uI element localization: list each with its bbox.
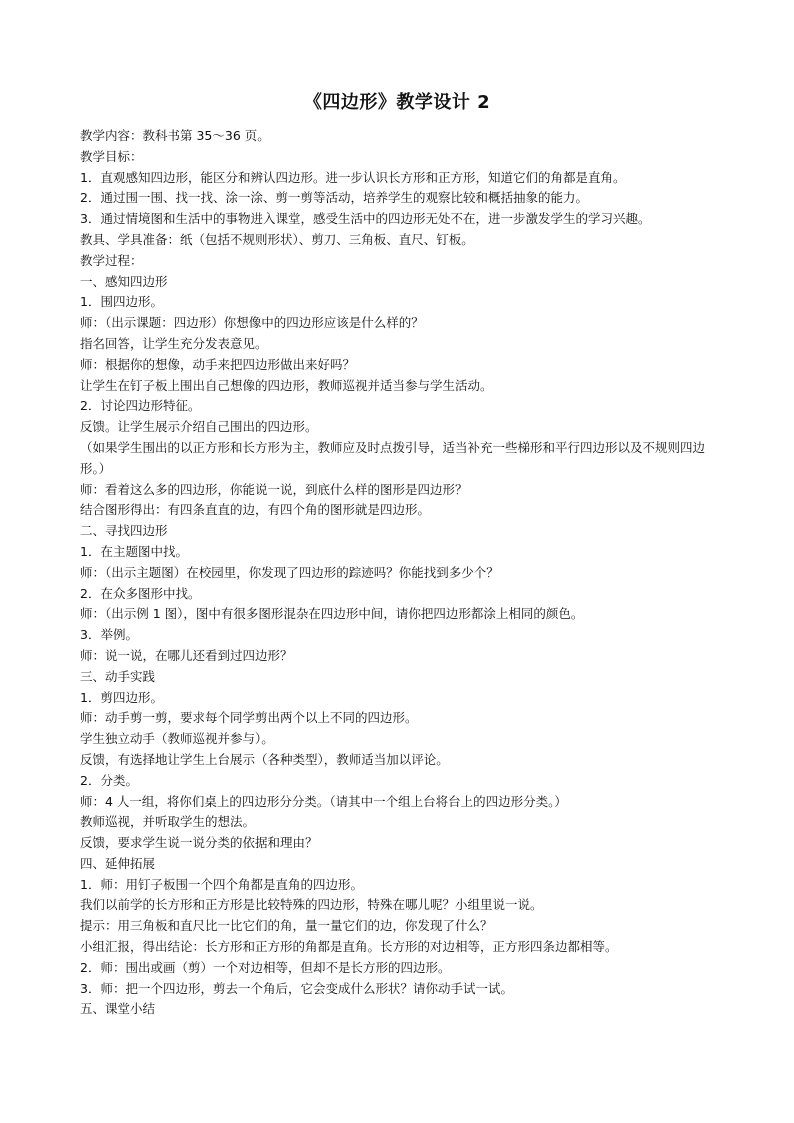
text-line: 2．师：围出或画（剪）一个对边相等，但却不是长方形的四边形。 xyxy=(80,959,451,975)
text-line: 2．分类。 xyxy=(80,772,138,788)
text-line: 师：4 人一组，将你们桌上的四边形分分类。（请其中一个组上台将台上的四边形分类。） xyxy=(80,793,567,809)
section-heading: 四、延伸拓展 xyxy=(80,855,156,871)
document-body xyxy=(80,126,720,1020)
text-line: 师：（出示例 1 图），图中有很多图形混杂在四边形中间，请你把四边形都涂上相同的颜色。 xyxy=(80,606,584,622)
section-heading: 二、寻找四边形 xyxy=(80,523,168,539)
text-line: 1．剪四边形。 xyxy=(80,689,163,705)
text-line: 师：说一说，在哪儿还看到过四边形？ xyxy=(80,647,293,663)
text-line: 让学生在钉子板上围出自己想像的四边形，教师巡视并适当参与学生活动。 xyxy=(80,377,493,393)
document-title: 《四边形》教学设计 2 xyxy=(303,92,491,113)
text-line: 教学过程： xyxy=(80,252,143,268)
section-heading: 三、动手实践 xyxy=(80,668,156,684)
text-line: 2．讨论四边形特征。 xyxy=(80,398,201,414)
text-line: （如果学生围出的以正方形和长方形为主，教师应及时点拨引导，适当补充一些梯形和平行四边形以及不规则四边形。） xyxy=(80,439,706,476)
text-line: 指名回答，让学生充分发表意见。 xyxy=(80,335,268,351)
text-line: 2．通过围一围、找一找、涂一涂、剪一剪等活动，培养学生的观察比较和概括抽象的能力。 xyxy=(80,190,588,206)
text-line: 反馈。让学生展示介绍自己围出的四边形。 xyxy=(80,419,318,435)
text-line: 我们以前学的长方形和正方形是比较特殊的四边形，特殊在哪儿呢？小组里说一说。 xyxy=(80,897,543,913)
text-line: 小组汇报，得出结论：长方形和正方形的角都是直角。长方形的对边相等，正方形四条边都相等。 xyxy=(80,939,618,955)
text-line: 结合图形得出：有四条直直的边，有四个角的图形就是四边形。 xyxy=(80,502,431,518)
text-line: 师：（出示课题：四边形）你想像中的四边形应该是什么样的？ xyxy=(80,315,424,331)
text-line: 教师巡视，并听取学生的想法。 xyxy=(80,814,256,830)
text-line: 教学目标： xyxy=(80,148,143,164)
section-heading: 一、感知四边形 xyxy=(80,273,168,289)
text-line: 3．通过情境图和生活中的事物进入课堂，感受生活中的四边形无处不在，进一步激发学生的学习兴趣。 xyxy=(80,211,651,227)
text-line: 师：看着这么多的四边形，你能说一说，到底什么样的图形是四边形？ xyxy=(80,481,468,497)
text-line: 1．在主题图中找。 xyxy=(80,543,188,559)
text-line: 3．师：把一个四边形，剪去一个角后，它会变成什么形状？请你动手试一试。 xyxy=(80,980,513,996)
text-line: 反馈，有选择地让学生上台展示（各种类型），教师适当加以评论。 xyxy=(80,751,449,767)
text-line: 师：根据你的想像，动手来把四边形做出来好吗？ xyxy=(80,356,356,372)
text-line: 1．直观感知四边形，能区分和辨认四边形。进一步认识长方形和正方形，知道它们的角都是直角。 xyxy=(80,169,626,185)
section-heading: 五、课堂小结 xyxy=(80,1001,156,1017)
text-line: 师：动手剪一剪，要求每个同学剪出两个以上不同的四边形。 xyxy=(80,710,418,726)
text-line: 教具、学具准备：纸（包括不规则形状）、剪刀、三角板、直尺、钉板。 xyxy=(80,231,474,247)
text-line: 1．围四边形。 xyxy=(80,294,163,310)
text-line: 反馈，要求学生说一说分类的依据和理由？ xyxy=(80,835,318,851)
text-line: 2．在众多图形中找。 xyxy=(80,585,201,601)
text-line: 提示：用三角板和直尺比一比它们的角，量一量它们的边，你发现了什么？ xyxy=(80,918,493,934)
text-line: 3．举例。 xyxy=(80,627,138,643)
text-line: 师：（出示主题图）在校园里，你发现了四边形的踪迹吗？你能找到多少个？ xyxy=(80,564,499,580)
text-line: 学生独立动手（教师巡视并参与）。 xyxy=(80,731,274,747)
text-line: 教学内容：教科书第 35～36 页。 xyxy=(80,128,270,143)
text-line: 1．师：用钉子板围一个四个角都是直角的四边形。 xyxy=(80,876,363,892)
